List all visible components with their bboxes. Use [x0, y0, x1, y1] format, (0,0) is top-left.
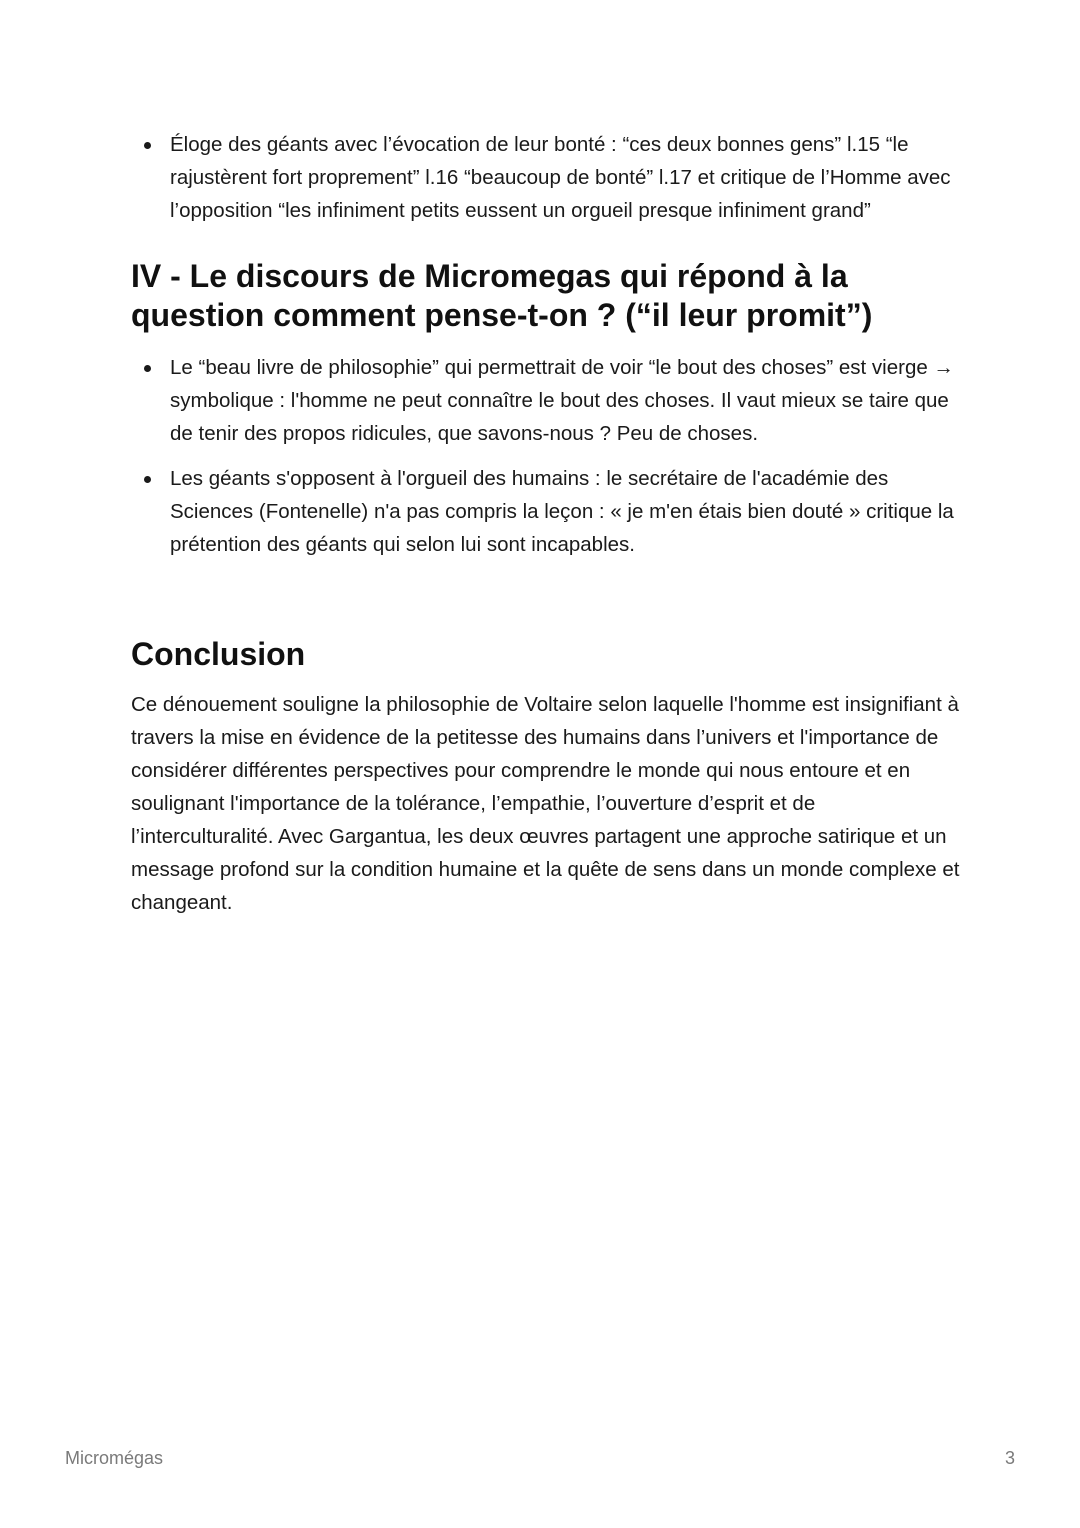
bullet-icon: [144, 476, 151, 483]
page-number: 3: [1004, 1448, 1015, 1468]
bullet-icon: [144, 142, 151, 149]
section-iv-bullet-list: [131, 351, 961, 561]
footer-title: Micromégas: [65, 1448, 164, 1468]
bullet-text: Éloge des géants avec l’évocation de leur bonté : “ces deux bonnes gens” l.15 “le rajustèrent fort proprement” l.16 “beaucoup de bonté” l.17 et critique de l’Homme avec l’opposition “les infiniment petits eussent un orgueil presque infiniment grand”: [170, 133, 951, 222]
list-item: [131, 351, 961, 450]
bullet-text: Le “beau livre de philosophie” qui permettrait de voir “le bout des choses” est vierge → symbolique : l'homme ne peut connaître le bout des choses. Il vaut mieux se taire que de tenir des propos ridicules, que savons-nous ? Peu de choses.: [170, 356, 954, 445]
list-item: [131, 128, 961, 227]
page-content: [131, 128, 961, 919]
bullet-text: Les géants s'opposent à l'orgueil des humains : le secrétaire de l'académie des Sciences (Fontenelle) n'a pas compris la leçon : « je m'en étais bien douté » critique la prétention des géants qui selon lui sont incapables.: [170, 467, 954, 556]
list-item: [131, 462, 961, 561]
bullet-icon: [144, 365, 151, 372]
section-heading-iv: IV - Le discours de Micromegas qui répond à la question comment pense-t-on ? (“il leur promit”): [131, 258, 873, 333]
conclusion-paragraph: Ce dénouement souligne la philosophie de Voltaire selon laquelle l'homme est insignifiant à travers la mise en évidence de la petitesse des humains dans l’univers et l'importance de considérer différentes perspectives pour comprendre le monde qui nous entoure et en soulignant l'importance de la tolérance, l’empathie, l’ouverture d’esprit et de l’interculturalité. Avec Gargantua, les deux œuvres partagent une approche satirique et un message profond sur la condition humaine et la quête de sens dans un monde complexe et changeant.: [131, 693, 960, 914]
intro-bullet-list: [131, 128, 961, 227]
conclusion-heading: Conclusion: [131, 636, 306, 672]
